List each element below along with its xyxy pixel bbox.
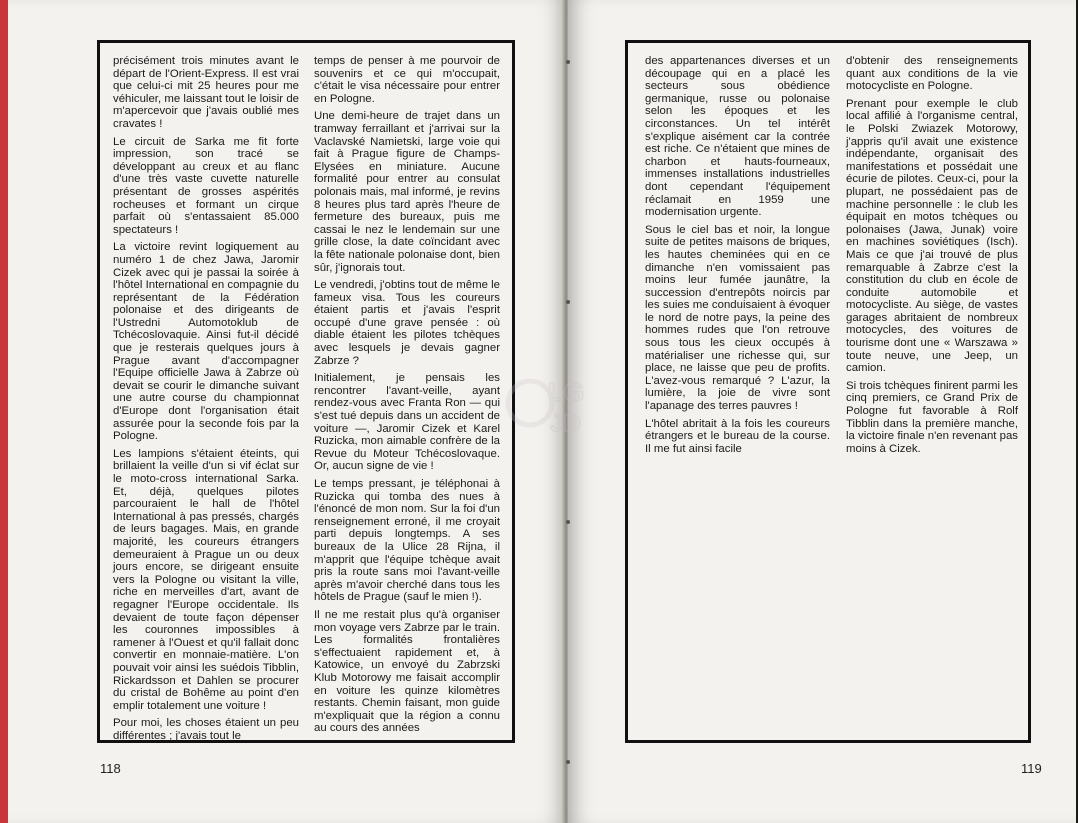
paragraph: Il ne me restait plus qu'à organiser mon voyage vers Zabrze par le train. Les formalités frontalières s'effectuaient rapidement et, à Katowice, un envoyé du Zabrzski Klub Motorowy me faisait accomplir en voiture les quinze kilomètres restants. Chemin faisant, mon guide m'expliquait que la région a connu au cours des années [314, 608, 500, 735]
paragraph: Le temps pressant, je téléphonai à Ruzicka qui tomba des nues à l'énoncé de mon nom. Sur la foi d'un renseignement erroné, il me croyait parti depuis longtemps. A ses bureaux de la Ulice 28 Rijna, il m'apprit que l'équipe tchèque avait pris la route sans moi l'avant-veille après m'avoir cherché dans tous les hôtels de Prague (sauf le mien !). [314, 478, 500, 604]
paragraph: temps de penser à me pourvoir de souvenirs et ce qui m'occupait, c'était le visa nécessaire pour entrer en Pologne. [314, 55, 500, 105]
paragraph: L'hôtel abritait à la fois les coureurs étrangers et le bureau de la course. Il me fut ainsi facile [645, 417, 830, 455]
svg-text:JD: JD [550, 410, 581, 437]
paragraph: Si trois tchèques finirent parmi les cinq premiers, ce Grand Prix de Pologne fut favorable à Rolf Tibblin dans la première manche, la victoire finale n'en revenant pas moins à Cizek. [846, 379, 1018, 455]
binding-hole [566, 300, 570, 304]
paragraph: Le vendredi, j'obtins tout de même le fameux visa. Tous les coureurs étaient partis et j'avais l'esprit occupé d'une grave pensée : où diable étaient les pilotes tchèques avec lesquels je devais gagner Zabrze ? [314, 279, 500, 367]
right-page [568, 0, 1076, 823]
paragraph: précisément trois minutes avant le départ de l'Orient-Express. Il est vrai que celui-ci mit 25 heures pour me véhiculer, me laissant tout le loisir de m'apercevoir que j'avais oublié mes cravates ! [113, 55, 299, 130]
binding-hole [566, 760, 570, 764]
paragraph: Pour moi, les choses étaient un peu différentes ; j'avais tout le [113, 717, 299, 742]
left-text-frame [97, 40, 515, 743]
left-column-2 [314, 55, 500, 740]
page-edge-strip [0, 0, 8, 823]
right-text-frame [625, 40, 1031, 743]
left-page [8, 0, 566, 823]
watermark-logo [500, 365, 590, 445]
right-column-1 [645, 55, 830, 460]
paragraph: Le circuit de Sarka me fit forte impression, son tracé se développant au creux et au flanc d'une très vaste cuvette naturelle présentant de grosses aspérités rocheuses et formant un cirque parfait où s'entassaient 85.000 spectateurs ! [113, 135, 299, 236]
paragraph: Initialement, je pensais les rencontrer l'avant-veille, ayant rendez-vous avec Franta Ron — qui s'est tué depuis dans un accident de voiture —, Jaromir Cizek et Karel Ruzicka, mon aimable confrère de la Revue du Moteur Tchécoslovaque. Or, aucun signe de vie ! [314, 372, 500, 473]
paragraph: Prenant pour exemple le club local affilié à l'organisme central, le Polski Zwiazek Motorowy, j'appris qu'il avait une existence indépendante, organisait des manifestations et possédait une écurie de pilotes. Ceux-ci, pour la plupart, ne possédaient pas de machine personnelle : le club les équipait en motos tchèques ou polonaises (Jawa, Junak) voire en machines soviétiques (Isch). Mais ce que j'ai trouvé de plus remarquable à Zabrze c'est la constitution du club en école de conduite automobile et motocycliste. Au siège, de vastes garages abritaient de nombreux motocycles, des voitures de tourisme dont une « Warszawa » toute neuve, une Jeep, un camion. [846, 97, 1018, 375]
binding-hole [566, 520, 570, 524]
paragraph: Sous le ciel bas et noir, la longue suite de petites maisons de briques, les hautes cheminées qui en ce dimanche n'en vomissaient pas moins leur fumée jaunâtre, la succession d'entrepôts noircis par les suies me conduisaient à évoquer le nord de notre pays, la peine des hommes rudes que l'on retrouve sous tous les cieux occupés à matérialiser une richesse qui, sur place, ne laisse que peu de profits. L'avez-vous remarqué ? L'azur, la lumière, la joie de vivre sont l'apanage des terres pauvres ! [645, 223, 830, 413]
page-number-left: 118 [100, 761, 121, 776]
left-column-1 [113, 55, 299, 747]
paragraph: d'obtenir des renseignements quant aux conditions de la vie motocycliste en Pologne. [846, 55, 1018, 93]
paragraph: Une demi-heure de trajet dans un tramway ferraillant et j'arrivai sur la Vaclavské Namietski, large voie qui fait à Prague figure de Champs-Elysées en miniature. Aucune formalité pour entrer au consulat polonais mais, mal informé, je revins 8 heures plus tard après l'heure de fermeture des bureaux, puis me cassai le nez le lendemain sur une grille close, la date coïncidant avec la fête nationale polonaise dont, bien sûr, j'ignorais tout. [314, 110, 500, 274]
paragraph: Les lampions s'étaient éteints, qui brillaient la veille d'un si vif éclat sur le moto-cross international Sarka. Et, déjà, quelques pilotes parcouraient le hall de l'hôtel International à pas pressés, chargés de leurs bagages. Mais, en grande majorité, les coureurs étrangers demeuraient à Prague un ou deux jours encore, se dirigeant ensuite vers la Pologne ou visitant la ville, riche en merveilles d'art, avant de regagner l'Europe occidentale. Ils devaient de toute façon dépenser les couronnes impossibles à ramener à l'Ouest et qu'il fallait donc convertir en monnaie-matière. L'on pouvait voir ainsi les suédois Tibblin, Rickardsson et Dahlen se procurer du cristal de Bohême au point d'en emplir totalement une voiture ! [113, 447, 299, 712]
binding-hole [566, 60, 570, 64]
svg-text:LG: LG [548, 377, 585, 407]
paragraph: des appartenances diverses et un découpage qui en a placé les secteurs sous obédience germanique, russe ou polonaise selon les époques et les circonstances. Un tel intérêt s'explique aisément car la contrée est riche. Ce n'étaient que mines de charbon et hauts-fourneaux, immenses installations industrielles dont cependant l'équipement réclamait en 1959 une modernisation urgente. [645, 55, 830, 219]
right-column-2 [846, 55, 1018, 460]
page-number-right: 119 [1021, 761, 1042, 776]
paragraph: La victoire revint logiquement au numéro 1 de chez Jawa, Jaromir Cizek avec qui je passai la soirée à l'hôtel International en compagnie du représentant de la Fédération polonaise et des dirigeants de l'Ustredni Automotoklub de Tchécoslovaquie. Ainsi fut-il décidé que je resterais quelques jours à Prague avant d'accompagner l'Equipe officielle Jawa à Zabrze où devait se courir le dimanche suivant une autre course du championnat d'Europe dont l'organisation était assurée pour la seconde fois par la Pologne. [113, 241, 299, 443]
